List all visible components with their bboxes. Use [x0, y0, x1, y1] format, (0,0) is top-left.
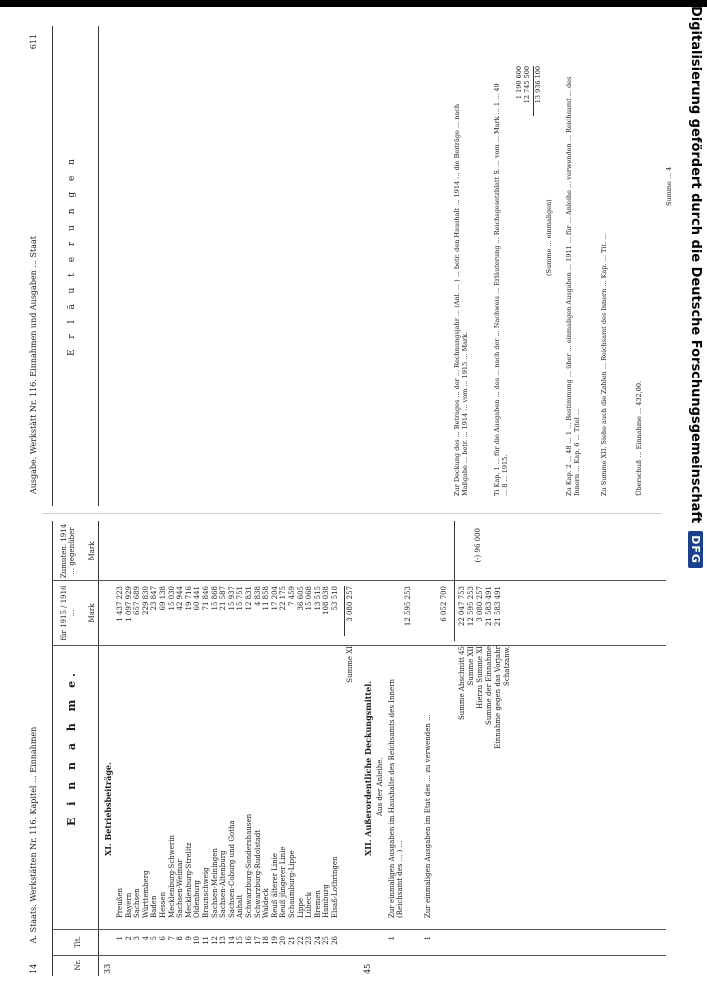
row-amount: 1 437 223 [116, 586, 124, 622]
row-state-name: Braunschweig [202, 867, 210, 918]
row-state-name: Sachsen-Meiningen [210, 848, 219, 918]
dfg-sidebar [686, 6, 706, 996]
row-number: 12 [210, 936, 219, 945]
right-page-notes [46, 26, 673, 506]
table-row [297, 521, 306, 976]
row-number: 23 [305, 936, 314, 945]
page-fold [42, 513, 662, 514]
subtotal-label: Summe der Einnahme [485, 646, 493, 725]
section-xii-title: XII. Außerordentliche Deckungsmittel. [363, 680, 373, 856]
section-xii-subtitle: Aus der Anleihe. [376, 757, 384, 816]
row-amount: 108 038 [322, 586, 331, 615]
row-amount: 71 846 [202, 586, 210, 611]
row-amount: 36 605 [296, 586, 305, 611]
row-number: 16 [245, 936, 253, 945]
row-state-name: Sachsen-Weimar [176, 859, 185, 918]
row-amount: 42 944 [176, 586, 185, 611]
notes-right-last: Summe ... 4 [665, 166, 673, 206]
dfg-sidebar-text: Digitalisierung gefördert durch die Deutsche Forschungsgemeinschaft [688, 6, 704, 524]
section-xi-title: XI. Betriebsbeiträge. [103, 762, 113, 856]
row-number: 24 [313, 936, 322, 945]
table-row [288, 521, 297, 976]
row-state-name: Mecklenburg-Strelitz [184, 842, 193, 918]
table-row [219, 521, 228, 976]
xii-item-2-amount: 6 052 700 [440, 586, 448, 622]
row-state-name: Bayern [124, 892, 133, 918]
row-number: 11 [202, 936, 210, 945]
col-header-compare: Zumuten. 1914 ... gegenüber [60, 523, 76, 579]
row-state-name: Lippe [296, 898, 305, 918]
einnahme-heading: E i n n a h m e. [65, 669, 78, 826]
row-number: 19 [270, 936, 279, 945]
col-header-compare-unit: Mark [88, 541, 96, 561]
xii-item-2-text: Zur einmaligen Ausgaben im Etat des ... zu verwenden ... [424, 714, 432, 918]
table-row [271, 521, 280, 976]
subtotal-amount: 22 047 753 [458, 586, 466, 627]
row-state-name: Elsaß-Lothringen [331, 856, 339, 918]
table-row [142, 521, 151, 976]
xii-item-1-amount: 12 595 253 [404, 586, 412, 627]
subtotal-row [458, 521, 467, 976]
note-3: Zu Kap. 2 ... 48 ... 1 ... Bestimmung ... über ... einmaligen Ausgaben ... 1911 ... für ... Anleihe ... verwenden ... Reichsamt ... des Innern ... Kap. 6 ... Titel ... [565, 76, 581, 496]
row-number: 6 [159, 936, 167, 941]
row-number: 26 [331, 936, 339, 945]
table-row [262, 521, 271, 976]
table-row [202, 521, 211, 976]
row-amount: 7 459 [288, 586, 296, 607]
subtotal-row [485, 521, 494, 976]
row-amount: 15 068 [305, 586, 314, 611]
col-header-amount-unit: Mark [88, 603, 96, 623]
row-state-name: Reuß älterer Linie [270, 852, 279, 918]
scanned-page [22, 12, 680, 994]
page-number-left: 14 [29, 963, 38, 974]
row-amount: 19 716 [184, 586, 193, 611]
table-row [116, 521, 125, 976]
subtotal-label: Schatzanw. [503, 646, 511, 686]
subtotal-row [494, 521, 503, 976]
compare-value: (-) 96 000 [474, 528, 482, 563]
notes-right-word: (Summe ... einmaligen) [545, 199, 553, 276]
row-amount: 60 441 [193, 586, 202, 611]
row-amount: 4 838 [253, 586, 262, 607]
subtotal-amount: 3 080 257 [476, 586, 484, 622]
row-amount: 53 510 [331, 586, 339, 611]
row-state-name: Anhalt [236, 894, 245, 918]
running-header-left [30, 514, 38, 974]
row-state-name: Sachsen-Altenburg [219, 850, 228, 918]
table-row [176, 521, 185, 976]
row-number: 10 [193, 936, 202, 945]
row-state-name: Schwarzburg-Rudolstadt [253, 829, 262, 918]
subtotal-label: Hierzu Summe XI [476, 646, 484, 709]
table-row [125, 521, 134, 976]
row-number: 15 [236, 936, 245, 945]
row-state-name: Bremen [313, 890, 322, 918]
notes-header-rule [98, 26, 99, 506]
row-state-name: Reuß jüngerer Linie [279, 846, 288, 918]
row-number: 9 [184, 936, 193, 941]
row-amount: 69 138 [159, 586, 167, 611]
note-4: Zu Summe XII. Siehe auch die Zahlen ... Reichsamt des Innern ... Kap. ... Tit. ... [600, 233, 608, 496]
row-amount: 229 830 [141, 586, 150, 615]
note-2: Ti Kap. 1 ... für die Ausgaben ... des ... nach der ... Nachweis ... Erläuterung ... Reichsgesetzblatt S. ... vom ... Mark ... 1 ... 49 ... 8 ... 1915. [493, 83, 509, 496]
page-number-right: 611 [29, 34, 38, 50]
table-row [193, 521, 202, 976]
row-amount: 15 937 [227, 586, 236, 611]
running-header-right [30, 34, 38, 494]
table-row [322, 521, 331, 976]
row-state-name: Sachsen [133, 888, 142, 918]
row-number: 22 [296, 936, 305, 945]
row-number: 3 [133, 936, 142, 941]
col-header-tit: Tit. [74, 936, 82, 948]
row-state-name: Sachsen-Coburg und Gotha [227, 820, 236, 918]
row-amount: 22 175 [279, 586, 288, 611]
row-number: 7 [167, 936, 176, 941]
row-state-name: Mecklenburg-Schwerin [167, 835, 176, 918]
table-row [185, 521, 194, 976]
row-number: 4 [141, 936, 150, 941]
row-amount: 657 689 [133, 586, 142, 615]
header-title-right: Ausgabe. Werkstätt Nr. 116. Einnahmen und Ausgaben ... Staat [29, 236, 38, 494]
row-number: 14 [227, 936, 236, 945]
subtotal-label: Summe Abschnitt 45 [458, 646, 466, 721]
row-number: 21 [288, 936, 296, 945]
sum-xi-row [346, 521, 355, 976]
notes-right-value-1: 1 190 600 [515, 66, 523, 100]
row-state-name: Schwarzburg-Sondershausen [245, 813, 253, 918]
subtotal-rule [454, 521, 455, 641]
row-amount: 17 204 [270, 586, 279, 611]
table-top-rule [52, 521, 53, 976]
subtotal-amount: 21 583 491 [494, 586, 502, 627]
xii-item-1-text: Zur einmaligen Ausgaben im Haushalte des Reichsamts des Innern (Reichsamt des ... ) ... [388, 678, 404, 918]
row-state-name: Oldenburg [193, 880, 202, 918]
top-scan-border [0, 0, 707, 7]
dfg-logo-icon: DFG [689, 531, 704, 568]
row-number: 13 [219, 936, 228, 945]
note-1: Zur Deckung des ... Betrages ... der ... Rechnungsjahr ... (Anl. ... ) ... betr. den Haushalt ... 1914 ... die Beiträge ... nach Maßgabe ... betr. ... 1914 ... vom ... 1915 ... Mark. [453, 103, 469, 496]
table-row [228, 521, 237, 976]
row-state-name: Waldeck [262, 888, 271, 918]
table-row [159, 521, 168, 976]
subtotal-row [503, 521, 512, 976]
row-number: 1 [116, 936, 124, 941]
row-amount: 1 097 929 [124, 586, 133, 622]
row-amount: 21 587 [219, 586, 228, 611]
note-5: Überschuß ... Einnahme ... 432,00. [635, 380, 643, 496]
xii-item-1-nr: 1 [388, 936, 396, 941]
row-amount: 15 030 [167, 586, 176, 611]
row-amount: 12 831 [245, 586, 253, 611]
xii-item-2-nr: 1 [424, 936, 432, 941]
row-state-name: Baden [150, 895, 159, 918]
xii-item-2 [424, 521, 450, 976]
subtotal-amount: 12 595 253 [467, 586, 475, 627]
row-state-name: Schaumburg-Lippe [288, 850, 296, 918]
notes-right-value-3: 13 936 100 [534, 66, 542, 104]
table-row [236, 521, 245, 976]
table-row [279, 521, 288, 976]
table-row [245, 521, 254, 976]
row-number: 17 [253, 936, 262, 945]
table-row [168, 521, 177, 976]
row-number: 25 [322, 936, 331, 945]
table-row [305, 521, 314, 976]
table-row [211, 521, 220, 976]
subtotal-amount: 21 583 491 [485, 586, 493, 627]
row-amount: 13 515 [313, 586, 322, 611]
compare-value-row [474, 521, 483, 976]
subtotal-label: Summe XII [467, 646, 475, 686]
table-row [331, 521, 340, 976]
notes-right-value-2: 12 745 500 [523, 66, 531, 104]
table-row [314, 521, 323, 976]
sum-xi-rule [344, 586, 345, 636]
subtotal-label: Einnahme gegen das Vorjahr [494, 646, 502, 749]
header-title-left: A. Staats. Werkstätten Nr. 116. Kapitel ... Einnahmen [29, 726, 38, 944]
table-row [133, 521, 142, 976]
row-state-name: Hamburg [322, 884, 331, 918]
col-header-amount: für 1915 / 1916 ... [60, 585, 76, 641]
left-page-table [46, 521, 666, 976]
row-amount: 15 751 [236, 586, 245, 611]
row-number: 2 [124, 936, 133, 941]
row-number: 20 [279, 936, 288, 945]
row-amount: 23 847 [150, 586, 159, 611]
row-number: 18 [262, 936, 271, 945]
row-number: 8 [176, 936, 185, 941]
kapitel-number-xii: 45 [363, 963, 372, 974]
row-state-name: Württemberg [141, 870, 150, 918]
xii-item-1 [388, 521, 414, 976]
erlaeuterungen-heading: E r l ä u t e r u n g e n [67, 155, 77, 356]
row-state-name: Preußen [116, 887, 124, 918]
row-amount: 15 868 [210, 586, 219, 611]
notes-top-rule [52, 26, 53, 506]
rotated-page-content [22, 12, 680, 994]
col-header-nr: Nr. [74, 959, 82, 971]
table-row [254, 521, 263, 976]
kapitel-number-xi: 33 [103, 963, 112, 974]
sum-xi-label: Summe XI [346, 646, 354, 683]
table-row [150, 521, 159, 976]
sum-xi-amount: 3 080 257 [346, 586, 354, 622]
table-header-rule [98, 521, 99, 976]
row-state-name: Lübeck [305, 892, 314, 918]
row-number: 5 [150, 936, 159, 941]
row-amount: 11 858 [262, 586, 271, 611]
row-state-name: Hessen [159, 891, 167, 918]
